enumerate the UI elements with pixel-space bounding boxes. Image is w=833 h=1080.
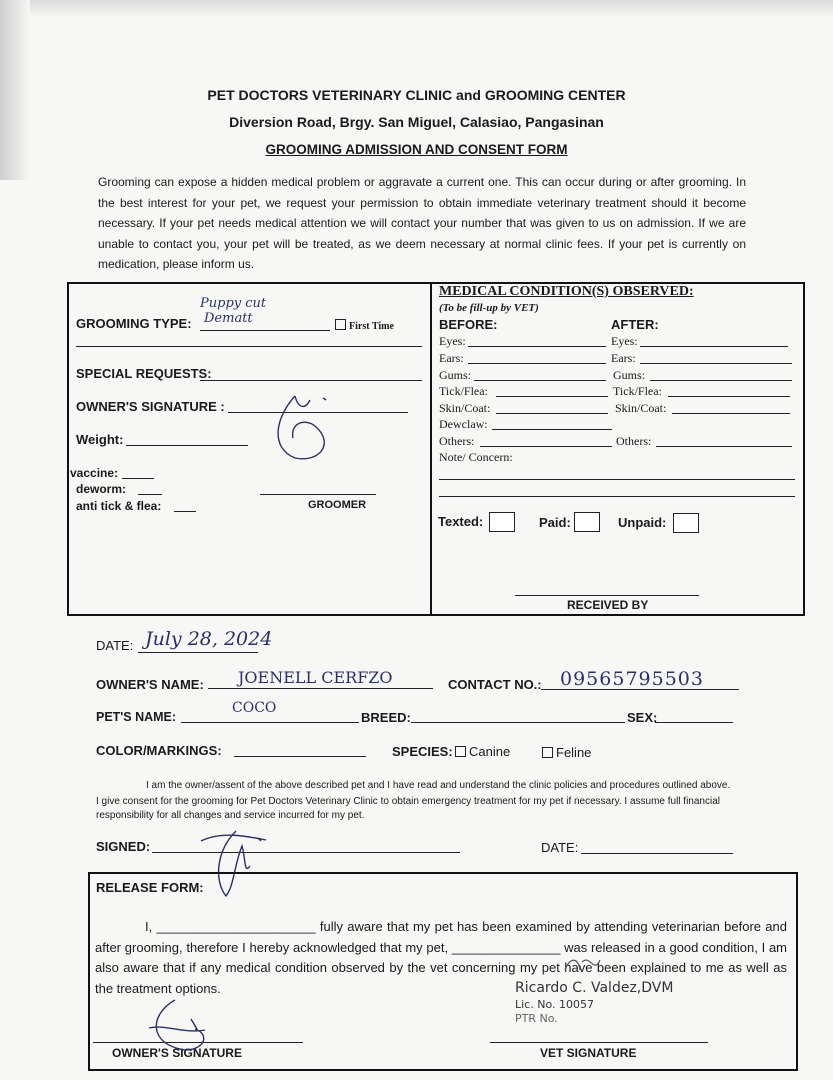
- before-tick-label: Tick/Flea:: [439, 384, 488, 398]
- vaccine-line[interactable]: [122, 478, 154, 479]
- grooming-extra-line: [76, 346, 422, 347]
- before-eyes-label: Eyes:: [439, 334, 466, 348]
- color-markings-label: COLOR/MARKINGS:: [96, 743, 222, 758]
- release-signature-scribble: [145, 994, 225, 1060]
- grooming-type-label: GROOMING TYPE:: [76, 316, 192, 331]
- vet-initials-scribble: [560, 952, 610, 982]
- intro-paragraph: Grooming can expose a hidden medical problem or aggravate a current one. This can occur during or after grooming. In the best interest for your pet, we request your permission to obtain immediate veterinary treatment should it become necessary. If your pet needs medical attention we will contact your number that was given to us on admission. If we are unable to contact you, your pet will be treated, as we deem necessary at normal clinic fees. If your pet is currently on medication, please inform us.: [98, 175, 746, 271]
- consent-line-1: I am the owner/assent of the above described pet and I have read and understand the clinic policies and procedures outlined above.: [146, 780, 731, 791]
- received-by-label: RECEIVED BY: [567, 598, 649, 612]
- canine-label: Canine: [469, 744, 511, 759]
- before-gums-line[interactable]: [474, 380, 606, 381]
- owner-name-line: [208, 688, 433, 689]
- before-skin-label: Skin/Coat:: [439, 401, 491, 415]
- special-requests-label: SPECIAL REQUESTS:: [76, 366, 212, 381]
- after-others-line[interactable]: [656, 446, 792, 447]
- clinic-name: PET DOCTORS VETERINARY CLINIC and GROOMING CENTER: [207, 87, 626, 103]
- box-divider: [430, 284, 432, 614]
- feline-checkbox[interactable]: [542, 747, 553, 758]
- vet-signature-label: VET SIGNATURE: [540, 1046, 637, 1060]
- groomer-line[interactable]: [260, 494, 376, 495]
- first-time-label: First Time: [349, 321, 394, 332]
- after-tick-label: Tick/Flea:: [613, 384, 662, 398]
- paper-top-edge: [0, 0, 833, 18]
- after-ears-line[interactable]: [640, 363, 792, 364]
- contact-label: CONTACT NO.:: [448, 677, 542, 692]
- before-others-label: Others:: [439, 434, 475, 448]
- texted-label: Texted:: [438, 514, 484, 529]
- before-tick-line[interactable]: [496, 396, 608, 397]
- before-eyes-line[interactable]: [468, 346, 606, 347]
- canine-option[interactable]: [455, 744, 510, 759]
- received-by-line[interactable]: [515, 595, 699, 596]
- release-form-title: RELEASE FORM:: [96, 880, 204, 895]
- grooming-box: [67, 282, 805, 616]
- after-skin-line[interactable]: [672, 413, 790, 414]
- texted-checkbox[interactable]: [489, 512, 515, 532]
- after-eyes-label: Eyes:: [611, 334, 638, 348]
- anti-tick-label: anti tick & flea:: [76, 499, 162, 513]
- paid-label: Paid:: [539, 515, 571, 530]
- after-gums-label: Gums:: [613, 368, 646, 382]
- after-others-label: Others:: [616, 434, 652, 448]
- grooming-type-handwritten-2: Dematt: [204, 311, 253, 326]
- canine-checkbox[interactable]: [455, 746, 466, 757]
- before-dewclaw-label: Dewclaw:: [439, 417, 488, 431]
- before-ears-line[interactable]: [468, 363, 606, 364]
- pet-name-label: PET'S NAME:: [96, 710, 177, 724]
- sex-label: SEX:: [627, 710, 658, 725]
- after-eyes-line[interactable]: [640, 346, 788, 347]
- date-line: [138, 652, 258, 653]
- feline-label: Feline: [556, 745, 592, 760]
- note-line-1[interactable]: [439, 479, 795, 480]
- medical-condition-title: MEDICAL CONDITION(S) OBSERVED:: [439, 284, 694, 299]
- species-label: SPECIES:: [392, 744, 453, 759]
- signed-label: SIGNED:: [96, 839, 151, 854]
- vet-note: (To be fill-up by VET): [439, 302, 539, 314]
- weight-line[interactable]: [126, 445, 248, 446]
- unpaid-checkbox[interactable]: [673, 513, 699, 533]
- vet-license-stamp: Lic. No. 10057: [515, 998, 594, 1011]
- color-markings-line[interactable]: [234, 756, 366, 757]
- vaccine-label: vaccine:: [70, 466, 119, 480]
- note-concern-label: Note/ Concern:: [439, 450, 513, 464]
- release-owner-signature-label: OWNER'S SIGNATURE: [112, 1046, 242, 1060]
- paid-checkbox[interactable]: [574, 512, 600, 532]
- before-gums-label: Gums:: [439, 368, 472, 382]
- contact-value[interactable]: 09565795503: [560, 668, 704, 690]
- vet-name-stamp: Ricardo C. Valdez,DVM: [515, 980, 674, 996]
- date-label: DATE:: [96, 638, 134, 653]
- deworm-line[interactable]: [138, 494, 162, 495]
- unpaid-label: Unpaid:: [618, 515, 667, 530]
- weight-label: Weight:: [76, 432, 124, 447]
- first-time-checkbox[interactable]: [335, 319, 346, 330]
- after-ears-label: Ears:: [611, 351, 636, 365]
- clinic-address: Diversion Road, Brgy. San Miguel, Calasiao, Pangasinan: [229, 114, 604, 130]
- vet-ptr-stamp: PTR No.: [515, 1012, 558, 1025]
- anti-tick-line[interactable]: [174, 511, 196, 512]
- special-requests-line[interactable]: [200, 380, 422, 381]
- vet-signature-line[interactable]: [490, 1042, 708, 1043]
- after-heading: AFTER:: [611, 317, 659, 332]
- before-skin-line[interactable]: [496, 413, 608, 414]
- after-tick-line[interactable]: [668, 396, 790, 397]
- after-skin-label: Skin/Coat:: [615, 401, 667, 415]
- pet-name-value[interactable]: COCO: [232, 700, 277, 716]
- feline-option[interactable]: [542, 745, 591, 760]
- before-others-line[interactable]: [480, 446, 612, 447]
- note-line-2[interactable]: [439, 496, 795, 497]
- consent-date-label: DATE:: [541, 840, 579, 855]
- after-gums-line[interactable]: [650, 380, 792, 381]
- owner-signature-scribble: [265, 388, 345, 463]
- pet-name-line: [181, 722, 359, 723]
- contact-line: [541, 689, 739, 690]
- owner-signature-label: OWNER'S SIGNATURE :: [76, 399, 225, 414]
- consent-line-3: responsibility for all changes and service incurred for my pet.: [96, 810, 365, 821]
- grooming-type-handwritten-1: Puppy cut: [200, 296, 267, 311]
- breed-label: BREED:: [361, 710, 411, 725]
- sex-line[interactable]: [655, 722, 733, 723]
- consent-date-line[interactable]: [581, 853, 733, 854]
- before-ears-label: Ears:: [439, 351, 464, 365]
- grooming-type-line: [200, 330, 330, 331]
- breed-line[interactable]: [411, 722, 625, 723]
- before-dewclaw-line[interactable]: [492, 429, 612, 430]
- first-time-option[interactable]: [335, 319, 394, 332]
- date-value[interactable]: July 28, 2024: [145, 628, 273, 650]
- deworm-label: deworm:: [76, 482, 127, 496]
- form-title: GROOMING ADMISSION AND CONSENT FORM: [265, 142, 568, 157]
- owner-name-label: OWNER'S NAME:: [96, 677, 204, 692]
- consent-line-2: I give consent for the grooming for Pet Doctors Veterinary Clinic to obtain emergency treatment for my pet if necessary. I assume full financial: [96, 796, 720, 807]
- owner-name-value[interactable]: JOENELL CERFZO: [238, 668, 393, 687]
- groomer-label: GROOMER: [308, 499, 367, 511]
- before-heading: BEFORE:: [439, 317, 498, 332]
- release-form-body: I, ______________________ fully aware that my pet has been examined by attending veterinarian before and after grooming, therefore I hereby acknowledged that my pet, _______________ was released in a good condition, I am also aware that if any medical condition observed by the vet concerning my pet have been explained to me as well as the treatment options.: [95, 919, 787, 996]
